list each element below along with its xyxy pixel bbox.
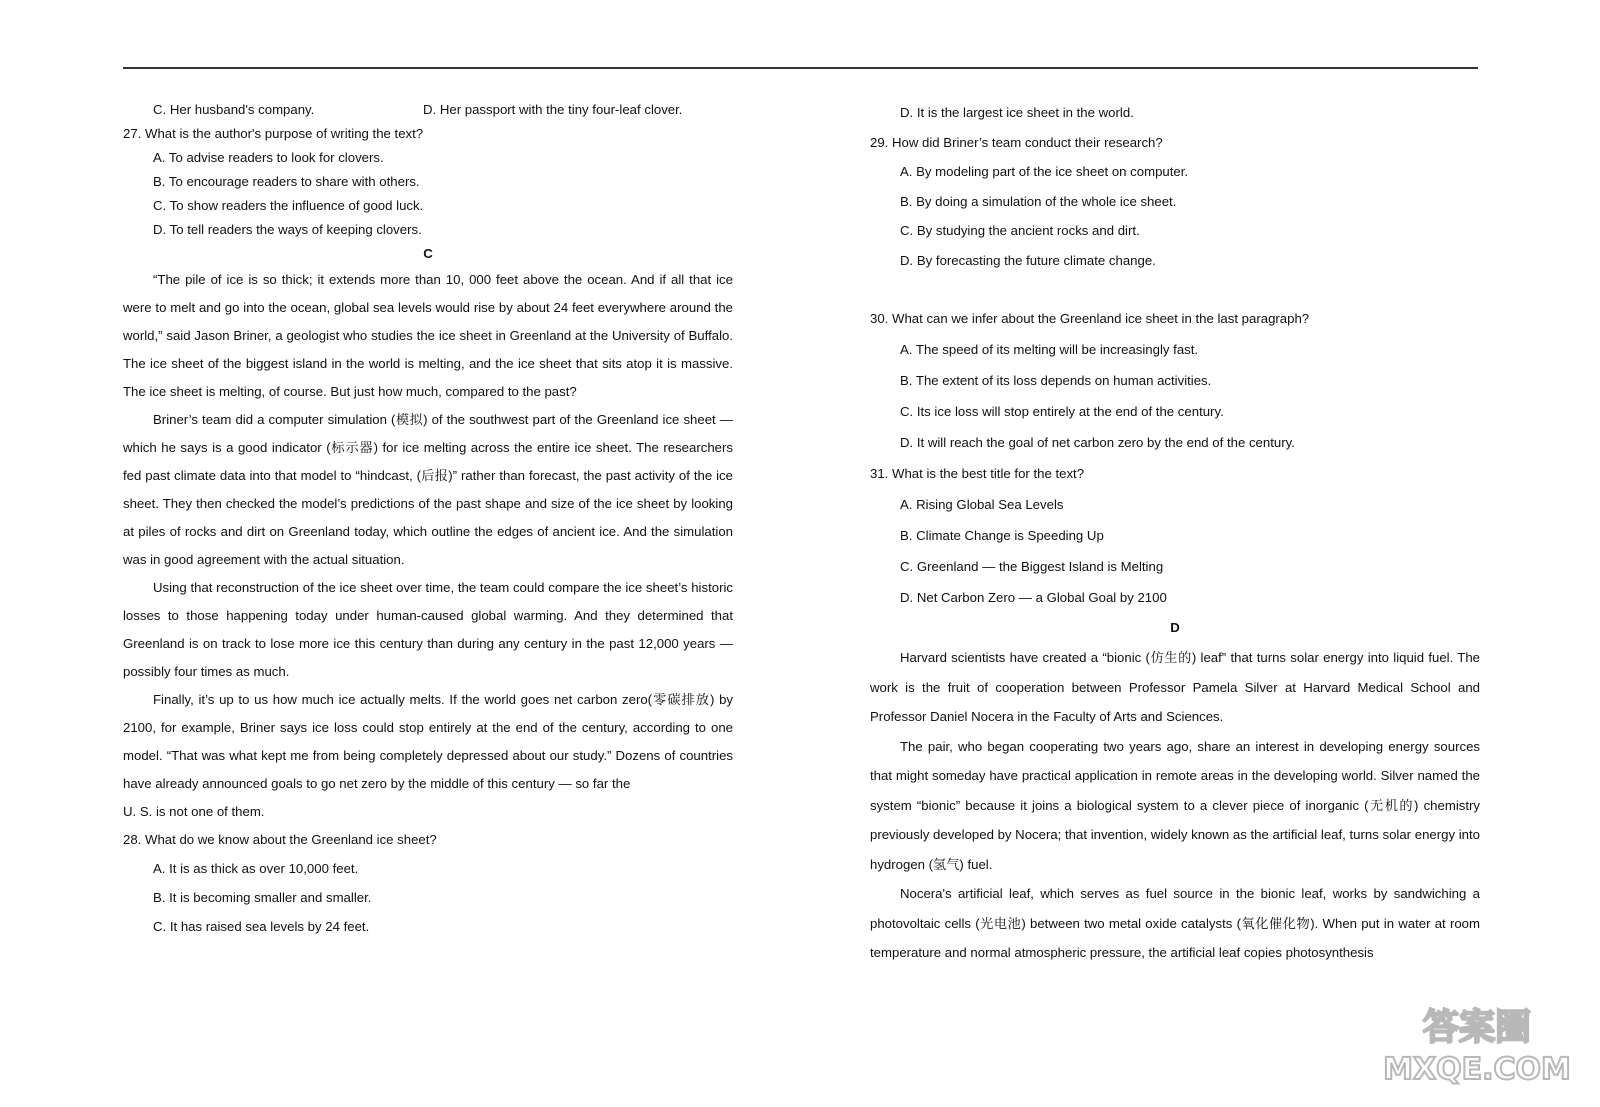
- left-column: [123, 98, 733, 941]
- q26-options-cd: [123, 98, 733, 122]
- passage-c-paragraph-3: Using that reconstruction of the ice sheet over time, the team could compare the ice sheet’s historic losses to those happening today under human-caused global warming. And they determined that Greenland is on track to lose more ice this century than during any century in the past 12,000 years — possibly four times as much.: [123, 580, 733, 679]
- q28-option-c: C. It has raised sea levels by 24 feet.: [153, 919, 370, 934]
- passage-d-paragraph-1: Harvard scientists have created a “bionic (仿生的) leaf” that turns solar energy into liquid fuel. The work is the fruit of cooperation between Professor Pamela Silver at Harvard Medical School and Professor Daniel Nocera in the Faculty of Arts and Sciences.: [870, 650, 1480, 724]
- q28-option-b: B. It is becoming smaller and smaller.: [153, 890, 372, 905]
- q27-option-a: A. To advise readers to look for clovers.: [153, 150, 384, 165]
- q26-option-c: C. Her husband's company.: [153, 102, 315, 117]
- spacer: [870, 275, 1480, 303]
- q26-option-d: D. Her passport with the tiny four-leaf clover.: [423, 102, 683, 117]
- passage-c-paragraph-2: Briner’s team did a computer simulation (模拟) of the southwest part of the Greenland ice sheet — which he says is a good indicator (标示器) for ice melting across the entire ice sheet. The researchers fed past climate data into that model to “hindcast, (后报)” rather than forecast, the past activity of the ice sheet. They then checked the model’s predictions of the past shape and size of the ice sheet by looking at piles of rocks and dirt on Greenland today, which outline the edges of ancient ice. And the simulation was in good agreement with the actual situation.: [123, 412, 733, 567]
- watermark-top-text: 答案圈: [1422, 1007, 1532, 1048]
- q31-stem: 31. What is the best title for the text?: [870, 466, 1085, 481]
- q28-stem: 28. What do we know about the Greenland ice sheet?: [123, 832, 437, 847]
- q28-option-d: D. It is the largest ice sheet in the world.: [900, 105, 1134, 120]
- q27-option-b: B. To encourage readers to share with others.: [153, 174, 420, 189]
- header-rule: [123, 67, 1478, 69]
- q30-option-d: D. It will reach the goal of net carbon zero by the end of the century.: [900, 435, 1295, 450]
- q29-option-d: D. By forecasting the future climate change.: [900, 252, 1156, 268]
- q31-option-a: A. Rising Global Sea Levels: [900, 497, 1064, 512]
- passage-c-paragraph-1: “The pile of ice is so thick; it extends more than 10, 000 feet above the ocean. And if all that ice were to melt and go into the ocean, global sea levels would rise by about 24 feet everywhere around the world,” said Jason Briner, a geologist who studies the ice sheet in Greenland at the University of Buffalo. The ice sheet of the biggest island in the world is melting, and the ice sheet that sits atop it is massive. The ice sheet is melting, of course. But just how much, compared to the past?: [123, 272, 733, 399]
- q31-option-d: D. Net Carbon Zero — a Global Goal by 2100: [900, 590, 1167, 605]
- q31-option-b: B. Climate Change is Speeding Up: [900, 528, 1104, 543]
- q29-option-a: A. By modeling part of the ice sheet on computer.: [900, 164, 1189, 179]
- q29-option-b: B. By doing a simulation of the whole ice sheet.: [900, 193, 1177, 209]
- passage-d-paragraph-3: Nocera's artificial leaf, which serves as fuel source in the bionic leaf, works by sandwiching a photovoltaic cells (光电池) between two metal oxide catalysts (氧化催化物). When put in water at room temperature and normal atmospheric pressure, the artificial leaf copies photosynthesis: [870, 886, 1480, 960]
- q27-stem: 27. What is the author's purpose of writing the text?: [123, 126, 424, 141]
- q30-option-b: B. The extent of its loss depends on human activities.: [900, 373, 1212, 388]
- watermark-logo: [1382, 999, 1572, 1089]
- q30-option-a: A. The speed of its melting will be increasingly fast.: [900, 342, 1199, 357]
- watermark-bottom-text: MXQE.COM: [1383, 1052, 1571, 1087]
- q29-option-c: C. By studying the ancient rocks and dirt.: [900, 223, 1140, 238]
- right-column: [870, 98, 1480, 968]
- passage-c-paragraph-4: Finally, it’s up to us how much ice actually melts. If the world goes net carbon zero(零碳排放) by 2100, for example, Briner says ice loss could stop entirely at the end of the century, according to one model. “That was what kept me from being completely depressed about our study.” Dozens of countries have already announced goals to go net zero by the middle of this century — so far the: [123, 692, 733, 791]
- section-c-heading: C: [423, 246, 433, 261]
- q29-stem: 29. How did Briner’s team conduct their research?: [870, 134, 1163, 150]
- q30-stem: 30. What can we infer about the Greenland ice sheet in the last paragraph?: [870, 311, 1310, 326]
- q31-option-c: C. Greenland — the Biggest Island is Melting: [900, 559, 1164, 574]
- q30-option-c: C. Its ice loss will stop entirely at the end of the century.: [900, 404, 1224, 419]
- q27-option-c: C. To show readers the influence of good luck.: [153, 198, 424, 213]
- q27-option-d: D. To tell readers the ways of keeping clovers.: [153, 222, 422, 237]
- passage-d-paragraph-2: The pair, who began cooperating two years ago, share an interest in developing energy sources that might someday have practical application in remote areas in the developing world. Silver named the system “bionic” because it joins a biological system to a clever piece of inorganic (无机的) chemistry previously developed by Nocera; that invention, widely known as the artificial leaf, turns solar energy into hydrogen (氢气) fuel.: [870, 738, 1480, 872]
- section-d-heading: D: [1170, 620, 1180, 635]
- passage-c-tail: U. S. is not one of them.: [123, 804, 265, 819]
- q28-option-a: A. It is as thick as over 10,000 feet.: [153, 861, 359, 876]
